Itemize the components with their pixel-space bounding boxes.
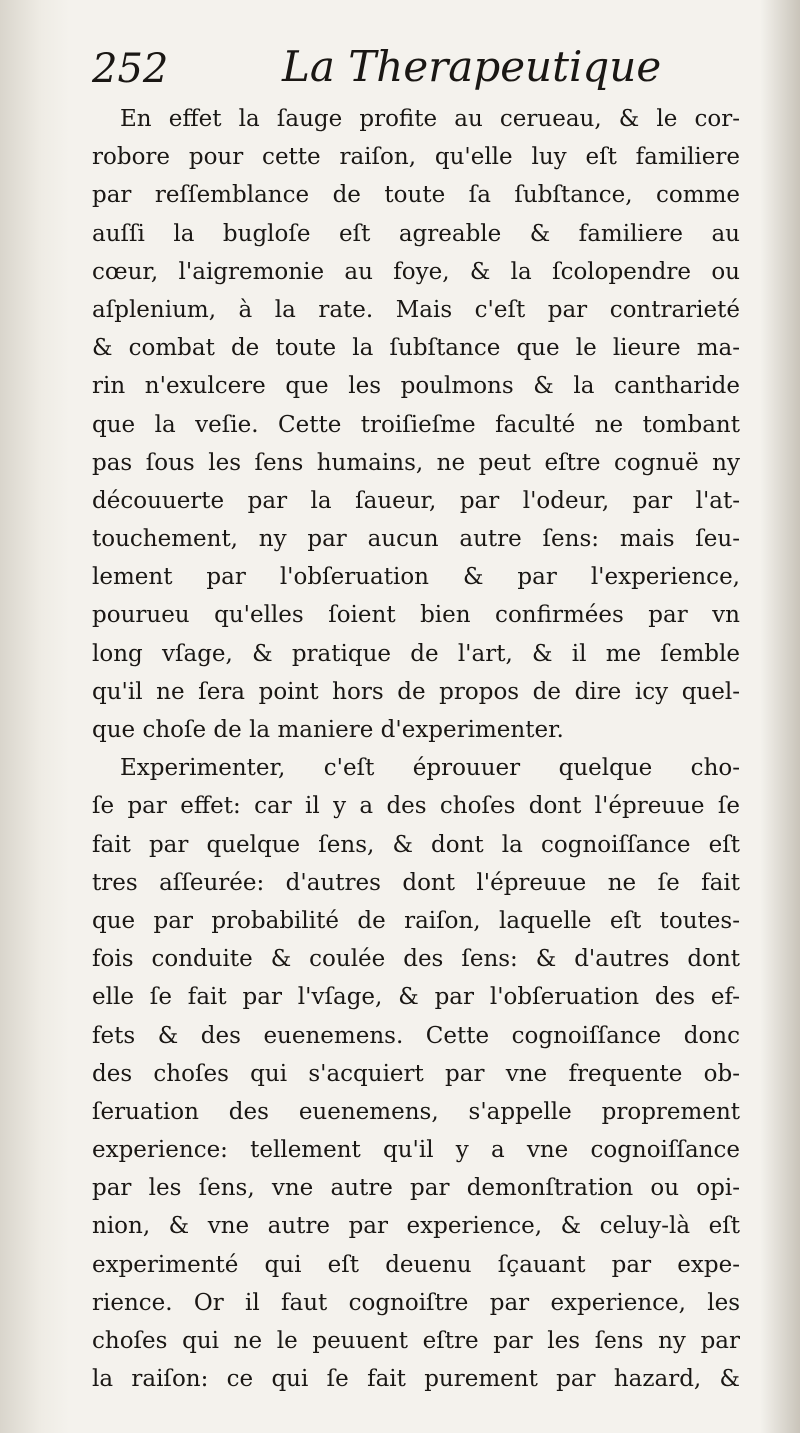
text-line: cœur, l'aigremonie au foye, & la ſcolopendre ou xyxy=(92,258,740,285)
text-line: nion, & vne autre par experience, & celuy-là eſt xyxy=(92,1213,740,1240)
text-line: que la veſie. Cette troiſieſme faculté ne tombant xyxy=(92,411,740,438)
text-line: choſes qui ne le peuuent eſtre par les ſens ny par xyxy=(92,1328,740,1354)
text-line: par les ſens, vne autre par demonſtration ou opi- xyxy=(92,1175,740,1202)
paragraph xyxy=(92,749,740,1398)
text-line: Experimenter, c'eſt éprouuer quelque cho- xyxy=(120,755,740,782)
text-line: ſe par effet: car il y a des choſes dont l'épreuue ſe xyxy=(92,793,740,820)
text-line: la raiſon: ce qui ſe fait purement par hazard, & xyxy=(92,1366,740,1393)
text-line: touchement, ny par aucun autre ſens: mais ſeu- xyxy=(92,526,740,553)
running-title: La Therapeutique xyxy=(282,42,662,91)
text-line: des choſes qui s'acquiert par vne frequente ob- xyxy=(92,1060,740,1087)
text-line: tres aſſeurée: d'autres dont l'épreuue ne ſe fait xyxy=(92,869,740,896)
text-line: que choſe de la maniere d'experimenter. xyxy=(92,717,564,743)
text-line: experimenté qui eſt deuenu ſçauant par expe- xyxy=(92,1251,740,1278)
text-line: long vſage, & pratique de l'art, & il me ſemble xyxy=(92,640,740,667)
text-line: par reſſemblance de toute ſa ſubſtance, comme xyxy=(92,182,740,209)
text-line: fets & des euenemens. Cette cognoiſſance donc xyxy=(92,1022,740,1049)
text-line: En effet la ſauge profite au cerueau, & le cor- xyxy=(120,106,740,132)
text-line: pourueu qu'elles ſoient bien confirmées par vn xyxy=(92,602,740,629)
paragraph xyxy=(92,100,740,749)
text-line: experience: tellement qu'il y a vne cognoiſſance xyxy=(92,1137,740,1164)
text-line: lement par l'obſeruation & par l'experience, xyxy=(92,564,740,591)
text-line: ſeruation des euenemens, s'appelle proprement xyxy=(92,1098,740,1125)
text-line: aſplenium, à la rate. Mais c'eſt par contrarieté xyxy=(92,296,740,323)
text-line: fois conduite & coulée des ſens: & d'autres dont xyxy=(92,946,740,973)
text-line: & combat de toute la ſubſtance que le lieure ma- xyxy=(92,335,740,362)
text-line: que par probabilité de raiſon, laquelle eſt toutes- xyxy=(92,907,740,934)
text-line: rin n'exulcere que les poulmons & la cantharide xyxy=(92,373,740,400)
text-line: robore pour cette raiſon, qu'elle luy eſt familiere xyxy=(92,144,740,171)
text-line: rience. Or il faut cognoiſtre par experience, les xyxy=(92,1289,740,1316)
body-text xyxy=(92,100,740,1398)
text-line: fait par quelque ſens, & dont la cognoiſſance eſt xyxy=(92,831,740,858)
text-line: découuerte par la ſaueur, par l'odeur, par l'at- xyxy=(92,487,740,514)
page-number: 252 xyxy=(92,46,169,92)
text-line: qu'il ne ſera point hors de propos de dire icy quel- xyxy=(92,678,740,705)
text-line: auſſi la bugloſe eſt agreable & familiere au xyxy=(92,220,740,247)
text-line: pas ſous les ſens humains, ne peut eſtre cognuë ny xyxy=(92,449,740,476)
page-header xyxy=(92,40,732,100)
text-line: elle ſe fait par l'vſage, & par l'obſeruation des ef- xyxy=(92,984,740,1011)
